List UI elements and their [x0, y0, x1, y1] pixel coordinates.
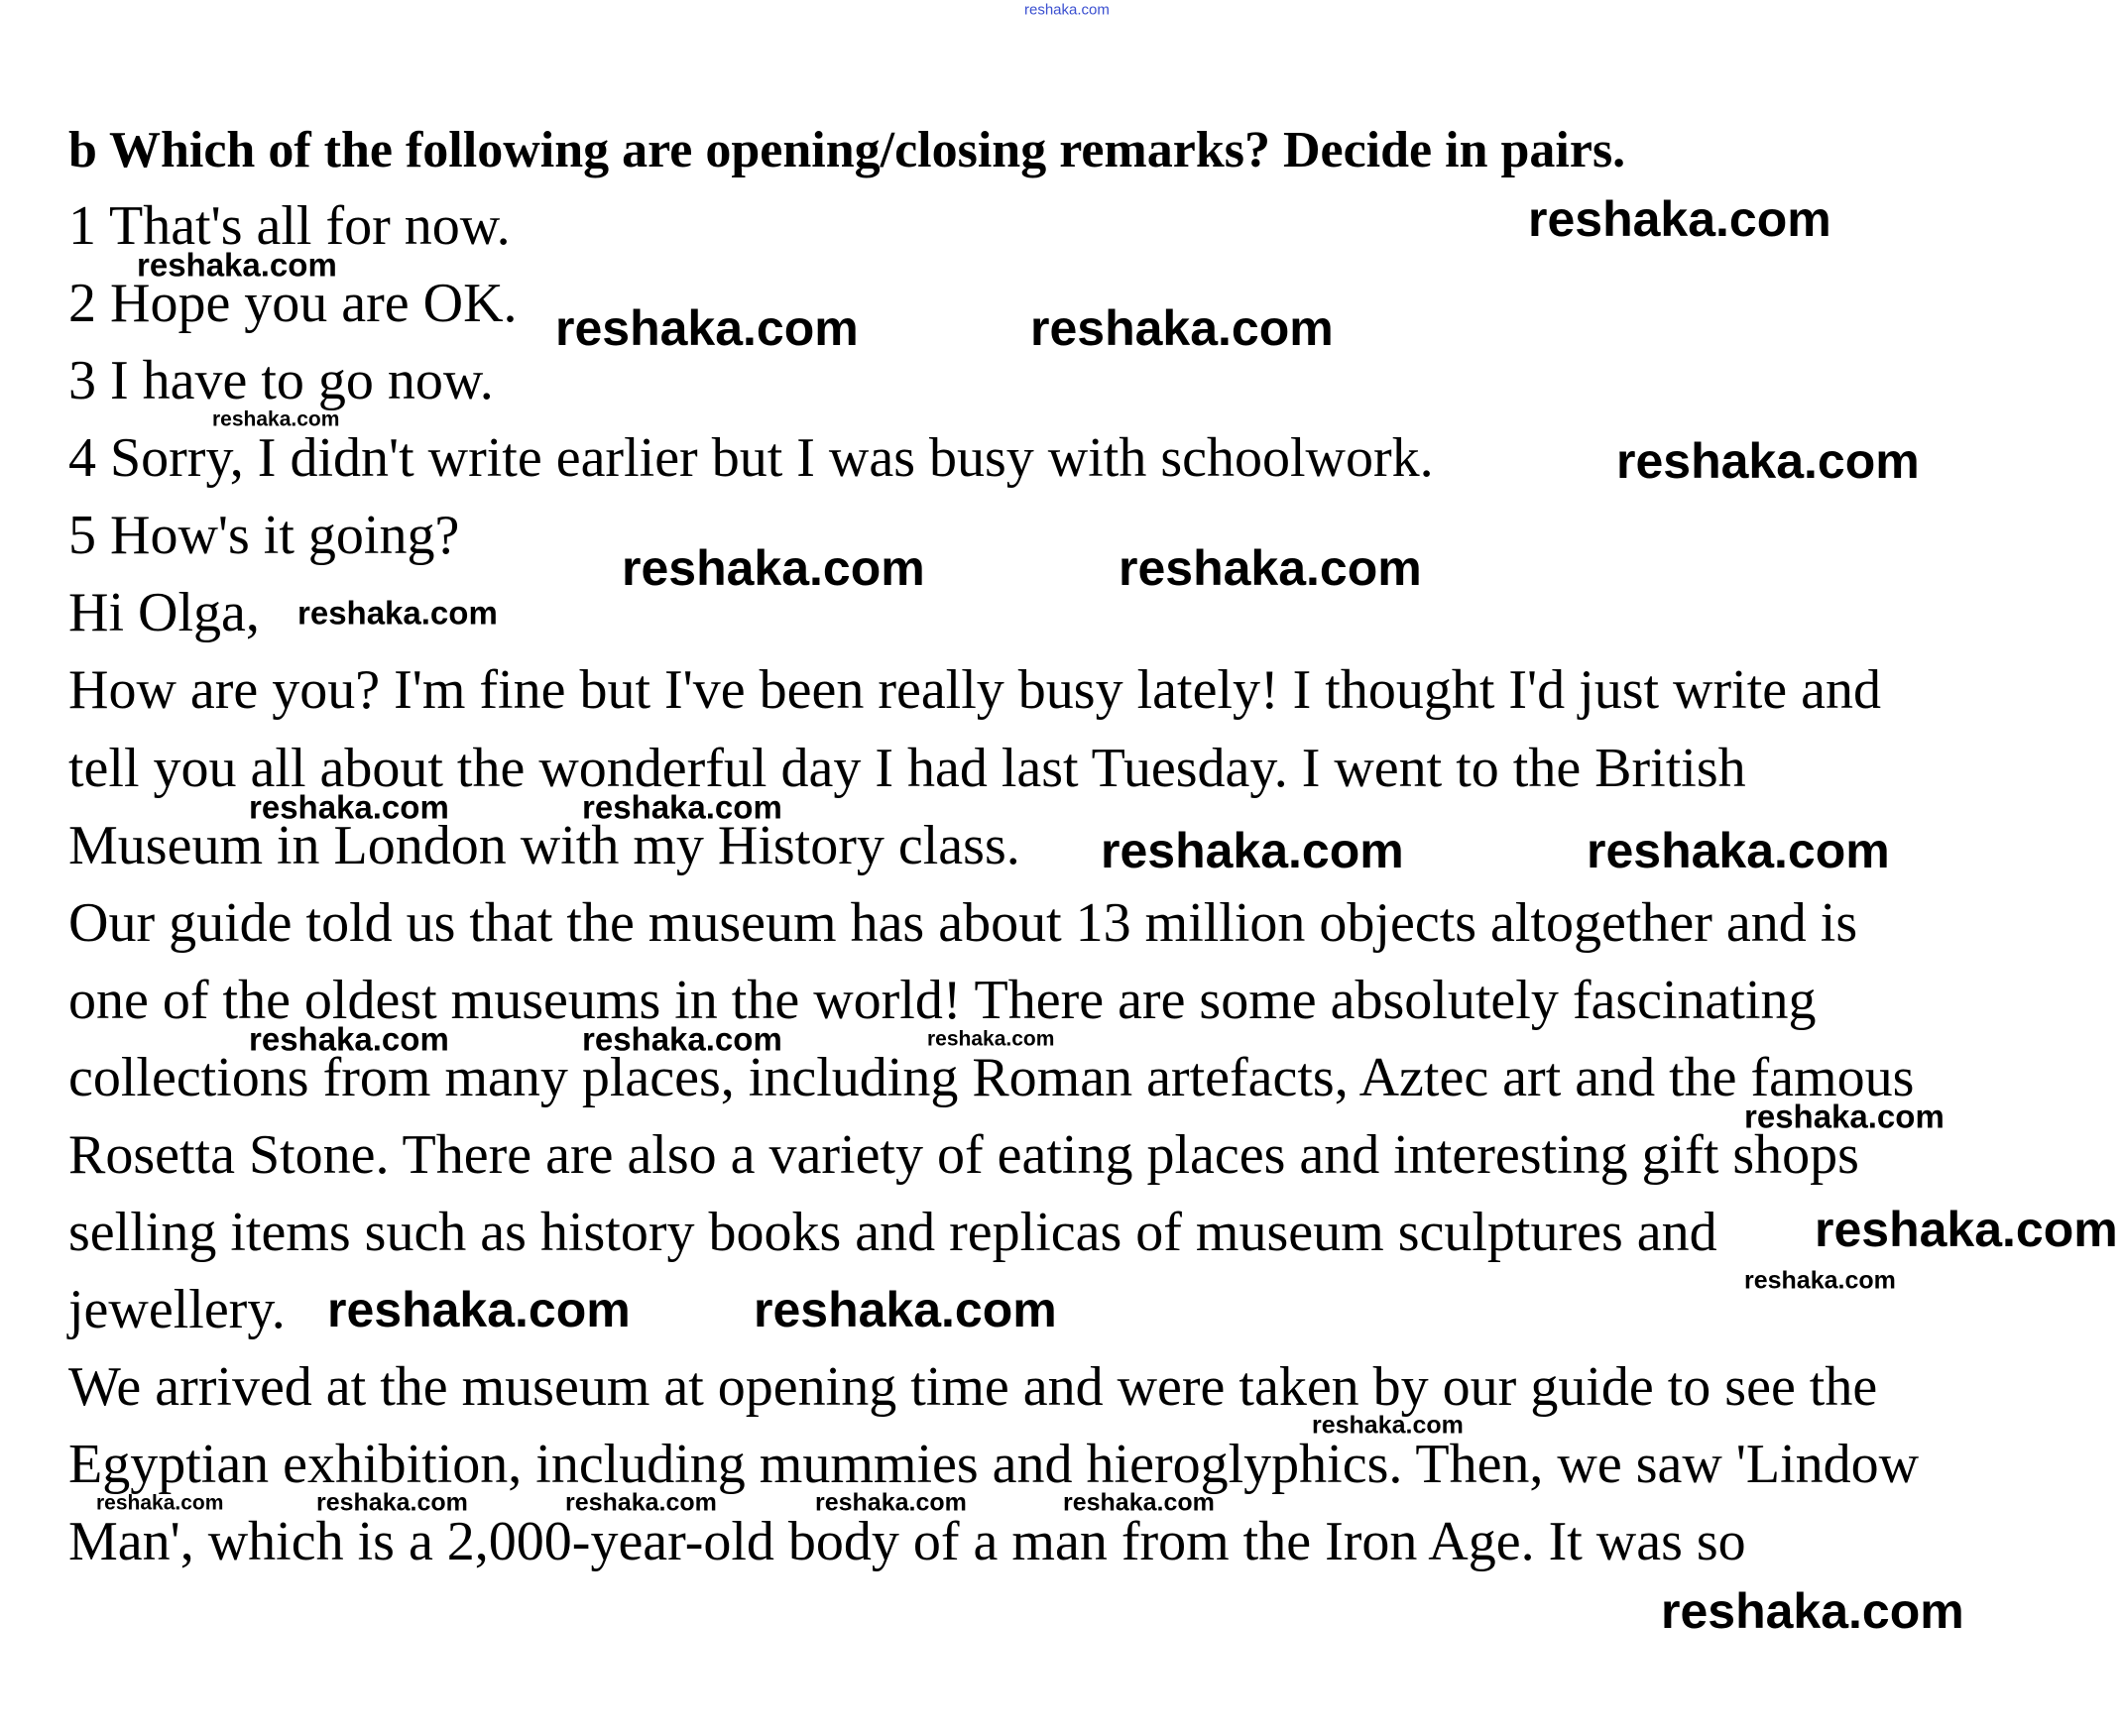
letter-line: one of the oldest museums in the world! There are some absolutely fascinating	[68, 970, 1817, 1031]
watermark: reshaka.com	[1101, 823, 1404, 878]
watermark: reshaka.com	[1587, 823, 1890, 878]
letter-line: Rosetta Stone. There are also a variety of eating places and interesting gift shops	[68, 1124, 1859, 1186]
watermark: reshaka.com	[582, 1020, 782, 1058]
watermark: reshaka.com	[249, 788, 449, 826]
watermark: reshaka.com	[1815, 1202, 2118, 1257]
exercise-item: 2 Hope you are OK.	[68, 273, 518, 334]
watermark: reshaka.com	[1744, 1266, 1896, 1295]
letter-line: Egyptian exhibition, including mummies and hieroglyphics. Then, we saw 'Lindow	[68, 1434, 1920, 1495]
watermark: reshaka.com	[815, 1488, 967, 1517]
letter-line: Our guide told us that the museum has about 13 million objects altogether and is	[68, 892, 1858, 954]
letter-line: Man', which is a 2,000-year-old body of a man from the Iron Age. It was so	[68, 1511, 1746, 1572]
watermark: reshaka.com	[754, 1282, 1057, 1337]
letter-line: We arrived at the museum at opening time and were taken by our guide to see the	[68, 1356, 1878, 1418]
letter-line: Museum in London with my History class.	[68, 815, 1020, 876]
watermark: reshaka.com	[1312, 1411, 1464, 1440]
watermark: reshaka.com	[1528, 191, 1831, 247]
exercise-item: 5 How's it going?	[68, 505, 460, 566]
watermark: reshaka.com	[137, 246, 337, 284]
watermark: reshaka.com	[316, 1488, 468, 1517]
exercise-item: 1 That's all for now.	[68, 195, 511, 257]
watermark: reshaka.com	[565, 1488, 717, 1517]
watermark: reshaka.com	[1030, 300, 1334, 356]
watermark: reshaka.com	[96, 1491, 224, 1515]
watermark: reshaka.com	[1616, 433, 1920, 489]
watermark: reshaka.com	[212, 407, 340, 431]
watermark: reshaka.com	[622, 540, 925, 596]
top-watermark: reshaka.com	[1024, 1, 1110, 19]
watermark: reshaka.com	[582, 788, 782, 826]
exercise-title: b Which of the following are opening/closing remarks? Decide in pairs.	[68, 122, 1626, 178]
watermark: reshaka.com	[555, 300, 859, 356]
exercise-item: 4 Sorry, I didn't write earlier but I was busy with schoolwork.	[68, 427, 1434, 489]
watermark: reshaka.com	[327, 1282, 631, 1337]
watermark: reshaka.com	[927, 1027, 1055, 1051]
exercise-item: 3 I have to go now.	[68, 350, 494, 411]
watermark: reshaka.com	[297, 594, 498, 632]
letter-line: How are you? I'm fine but I've been really busy lately! I thought I'd just write and	[68, 659, 1881, 721]
letter-line: collections from many places, including Roman artefacts, Aztec art and the famous	[68, 1047, 1915, 1108]
watermark: reshaka.com	[1744, 1098, 1945, 1135]
watermark: reshaka.com	[249, 1020, 449, 1058]
letter-line: jewellery.	[68, 1279, 286, 1340]
watermark: reshaka.com	[1119, 540, 1422, 596]
letter-greeting: Hi Olga,	[68, 582, 260, 643]
letter-line: selling items such as history books and replicas of museum sculptures and	[68, 1202, 1717, 1263]
watermark: reshaka.com	[1063, 1488, 1215, 1517]
letter-line: tell you all about the wonderful day I had last Tuesday. I went to the British	[68, 738, 1746, 799]
watermark: reshaka.com	[1661, 1583, 1964, 1639]
